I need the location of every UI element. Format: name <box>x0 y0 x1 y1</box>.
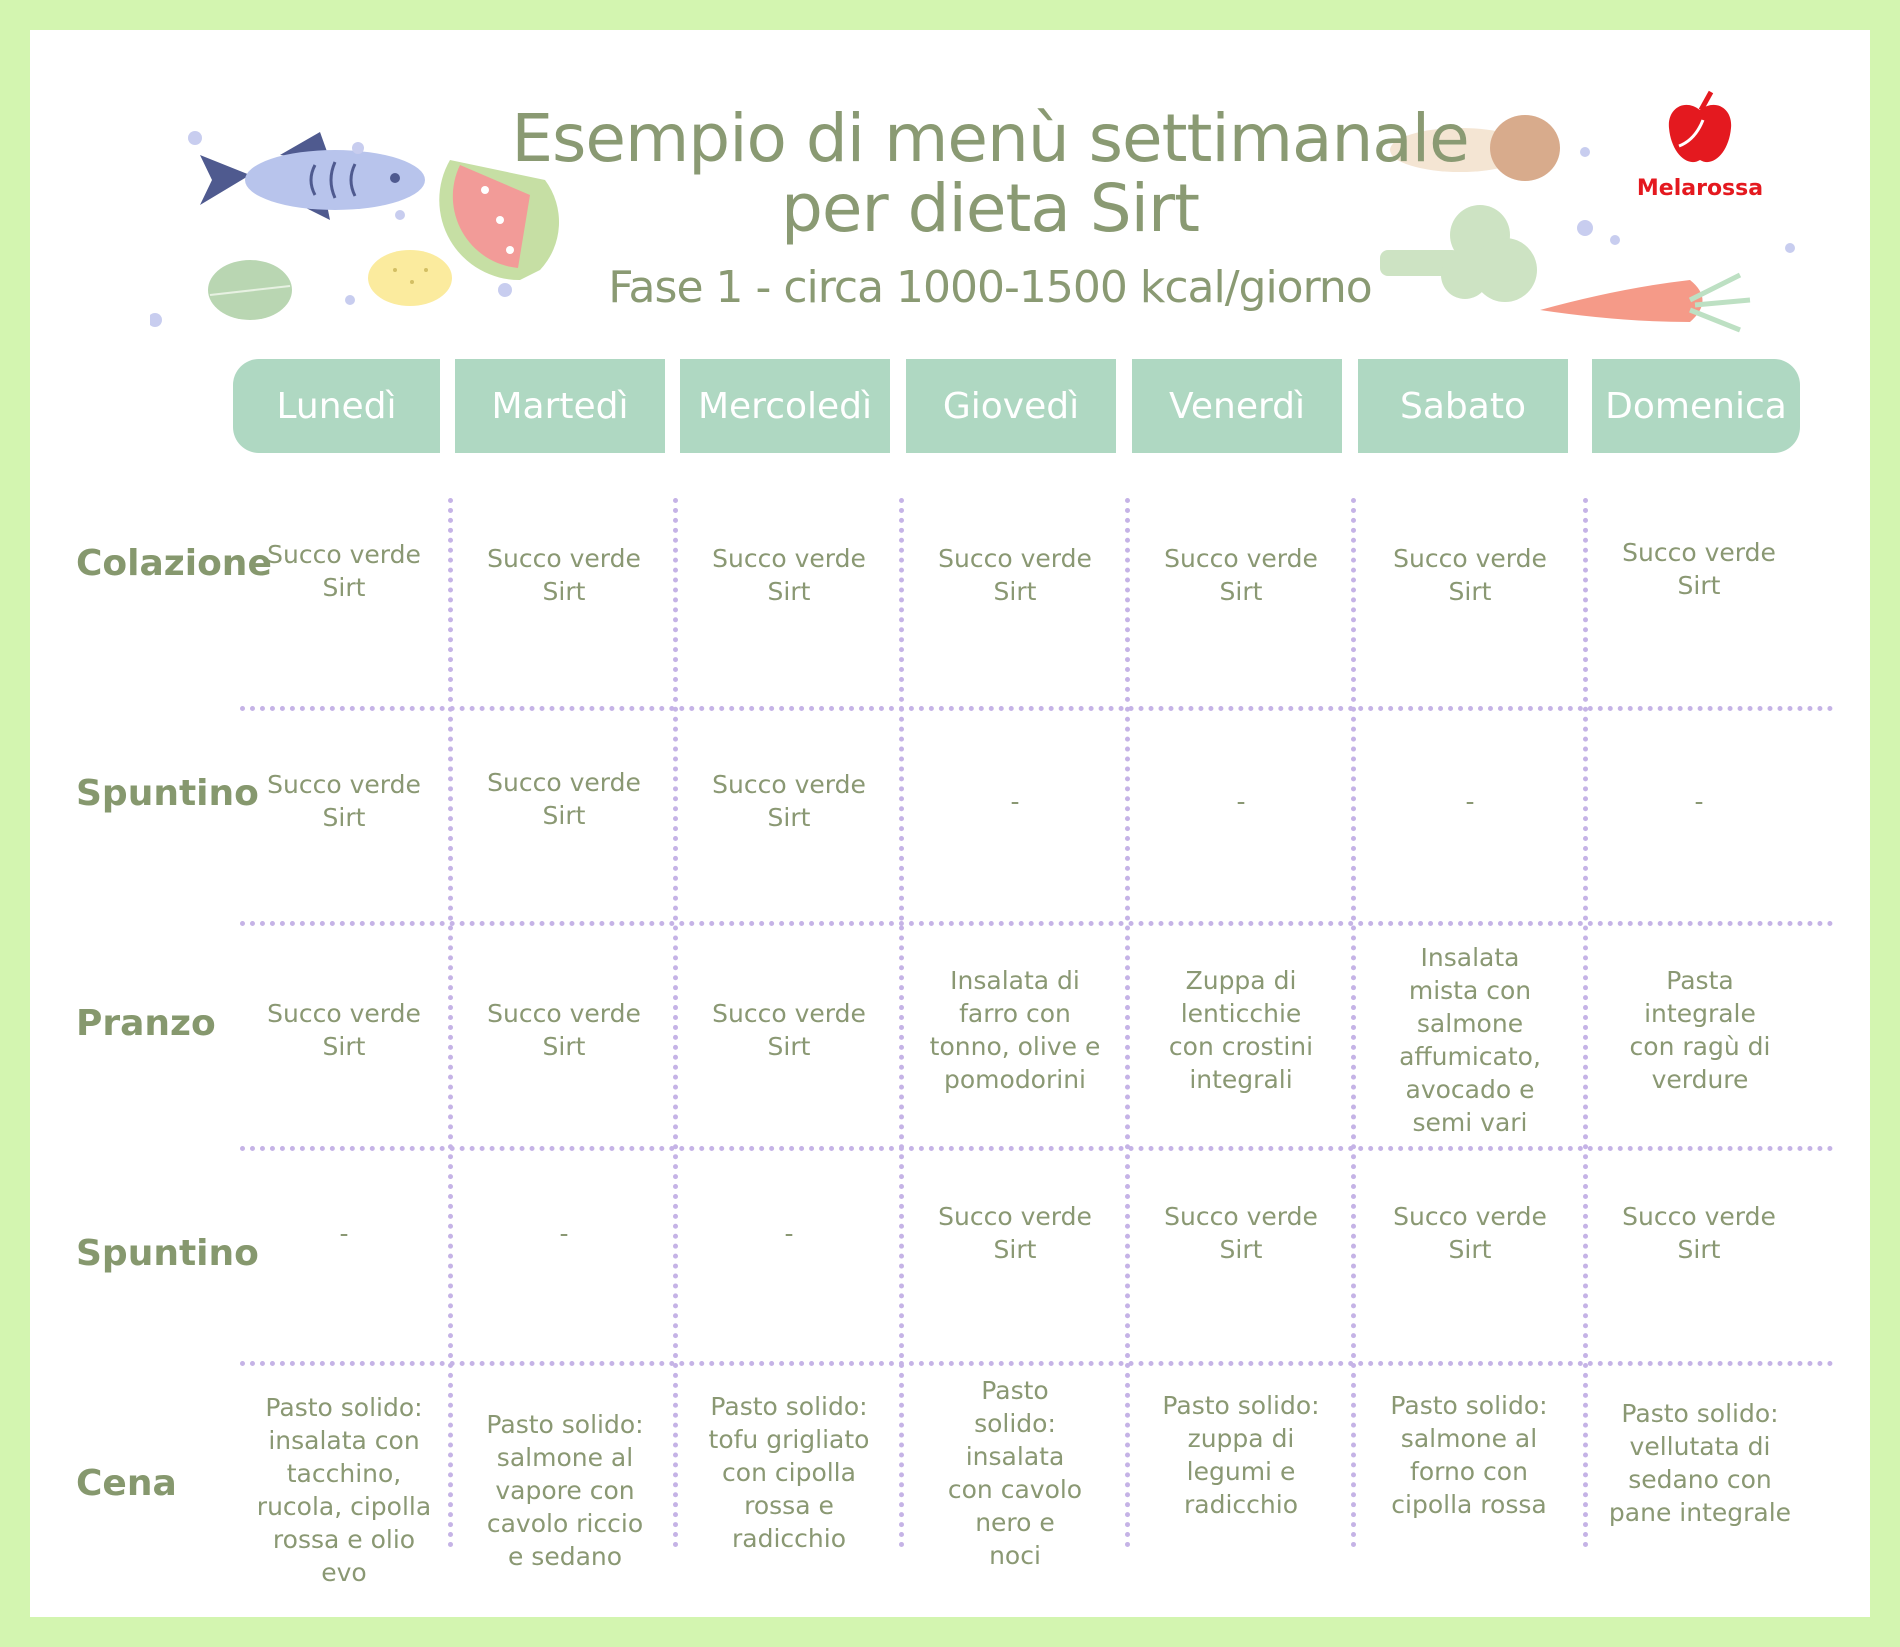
grid-divider <box>448 498 453 1548</box>
carrot-icon <box>1540 275 1750 330</box>
menu-cell: Succo verde Sirt <box>267 770 421 832</box>
menu-cell: - <box>1465 786 1475 816</box>
lemon-icon <box>368 250 452 306</box>
day-header-wednesday: Mercoledì <box>680 359 890 453</box>
meal-label-colazione: Colazione <box>76 543 272 584</box>
day-header-tuesday: Martedì <box>455 359 665 453</box>
leaf-icon <box>208 260 292 320</box>
menu-cell: Pasto solido: insalata con tacchino, rucola, cipolla rossa e olio evo <box>256 1393 432 1587</box>
menu-cell: Pasto solido: tofu grigliato con cipolla rossa e radicchio <box>708 1392 870 1553</box>
menu-cell: Insalata mista con salmone affumicato, avocado e semi vari <box>1399 943 1541 1137</box>
menu-cell: Succo verde Sirt <box>938 1202 1092 1264</box>
menu-cell: Succo verde Sirt <box>267 540 421 602</box>
menu-cell: - <box>1010 786 1020 816</box>
grid-divider <box>1583 498 1588 1548</box>
menu-cell: Pasta integrale con ragù di verdure <box>1629 966 1771 1094</box>
menu-cell: Succo verde Sirt <box>712 999 866 1061</box>
menu-cell: Succo verde Sirt <box>1164 544 1318 606</box>
menu-cell: Succo verde Sirt <box>712 544 866 606</box>
fish-icon <box>200 132 425 220</box>
grid-divider <box>1351 498 1356 1548</box>
day-header-sunday: Domenica <box>1592 359 1800 453</box>
menu-cell: Succo verde Sirt <box>938 544 1092 606</box>
grid-divider <box>1125 498 1130 1548</box>
grid-divider <box>240 706 1834 711</box>
menu-cell: Succo verde Sirt <box>1622 1202 1776 1264</box>
grid-divider <box>240 921 1834 926</box>
day-header-saturday: Sabato <box>1358 359 1568 453</box>
menu-cell: Zuppa di lenticchie con crostini integrali <box>1168 966 1314 1094</box>
menu-cell: - <box>339 1218 349 1248</box>
menu-cell: Pasto solido: vellutata di sedano con pane integrale <box>1608 1398 1792 1527</box>
meal-label-spuntino: Spuntino <box>76 1233 259 1274</box>
meal-label-pranzo: Pranzo <box>76 1003 216 1044</box>
grid-divider <box>240 1146 1834 1151</box>
menu-cell: Succo verde Sirt <box>267 999 421 1061</box>
day-header-thursday: Giovedì <box>906 359 1116 453</box>
menu-cell: Succo verde Sirt <box>712 770 866 832</box>
menu-cell: Succo verde Sirt <box>1622 538 1776 600</box>
apple-logo-icon <box>1665 90 1735 170</box>
page-title-line2: per dieta Sirt <box>781 170 1199 247</box>
page-subtitle: Fase 1 - circa 1000-1500 kcal/giorno <box>608 262 1372 313</box>
menu-cell: Succo verde Sirt <box>487 544 641 606</box>
day-header-monday: Lunedì <box>233 359 440 453</box>
menu-cell: Insalata di farro con tonno, olive e pomodorini <box>929 966 1101 1094</box>
menu-cell: Pasto solido: salmone al vapore con cavolo riccio e sedano <box>486 1409 644 1571</box>
menu-cell: - <box>559 1218 569 1248</box>
menu-cell: - <box>1236 786 1246 816</box>
menu-cell: Succo verde Sirt <box>1164 1202 1318 1264</box>
menu-card <box>30 30 1870 1617</box>
menu-cell: - <box>1694 786 1704 816</box>
grid-divider <box>240 1361 1834 1366</box>
menu-cell: Pasto solido: insalata con cavolo nero e noci <box>947 1375 1083 1570</box>
menu-cell: Pasto solido: salmone al forno con cipolla rossa <box>1390 1391 1548 1519</box>
day-header-friday: Venerdì <box>1132 359 1342 453</box>
menu-cell: Succo verde Sirt <box>487 768 641 830</box>
menu-cell: Succo verde Sirt <box>487 999 641 1061</box>
menu-cell: Succo verde Sirt <box>1393 544 1547 606</box>
page-title: Esempio di menù settimanale <box>511 100 1469 177</box>
meal-label-cena: Cena <box>76 1463 177 1504</box>
meal-label-spuntino: Spuntino <box>76 773 259 814</box>
grid-divider <box>899 498 904 1548</box>
menu-cell: Succo verde Sirt <box>1393 1202 1547 1264</box>
grid-divider <box>673 498 678 1548</box>
brand-logo[interactable] <box>1630 90 1770 201</box>
menu-cell: - <box>784 1218 794 1248</box>
brand-name: Melarossa <box>1636 176 1764 201</box>
menu-cell: Pasto solido: zuppa di legumi e radicchio <box>1162 1391 1320 1519</box>
